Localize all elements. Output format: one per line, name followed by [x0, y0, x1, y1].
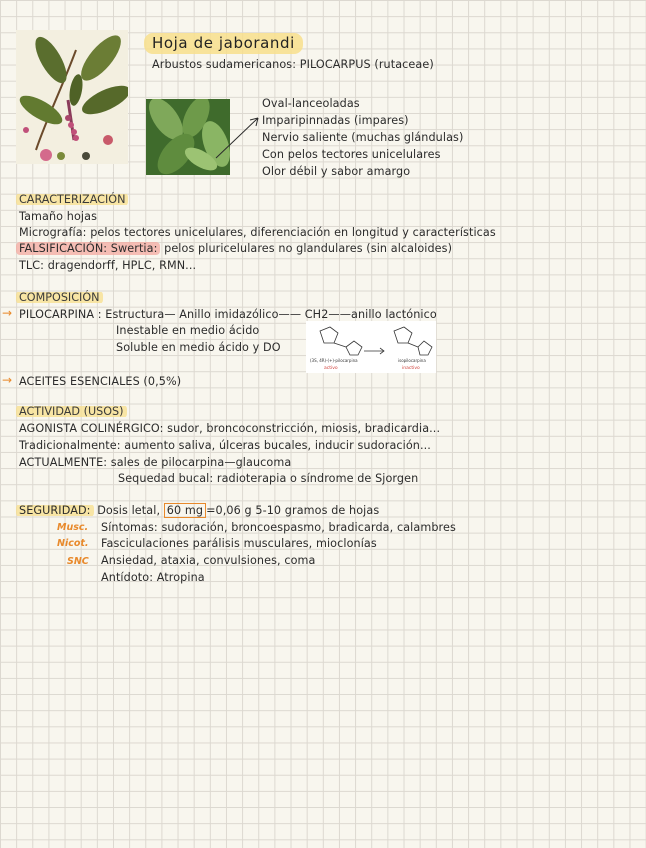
section-heading-composicion: COMPOSICIÓN: [16, 291, 103, 304]
leaf-feature: Imparipinnadas (impares): [262, 114, 409, 127]
actividad-line: Tradicionalmente: aumento saliva, úlceras bucales, inducir sudoración...: [19, 439, 431, 452]
leaf-feature: Nervio saliente (muchas glándulas): [262, 131, 464, 144]
pilocarpine-structure-diagram: [306, 321, 436, 373]
leaf-feature: Oval-lanceoladas: [262, 97, 360, 110]
caracterizacion-line: Micrografía: pelos tectores unicelulares, diferenciación en longitud y características: [19, 226, 496, 239]
arrow-to-features: [214, 112, 264, 162]
symptom-line: Fasciculaciones parálisis musculares, mioclonías: [101, 537, 377, 550]
molecule-right-status: inactivo: [402, 366, 420, 371]
arrow-right-icon: →: [2, 373, 13, 387]
caracterizacion-line: Tamaño hojas: [19, 210, 98, 223]
actividad-line: ACTUALMENTE: sales de pilocarpina—glaucoma: [19, 456, 292, 469]
inestable-line: Inestable en medio ácido: [116, 324, 260, 337]
falsificacion-text: pelos pluricelulares no glandulares (sin alcaloides): [160, 242, 453, 255]
subtitle: Arbustos sudamericanos: PILOCARPUS (rutaceae): [152, 58, 434, 71]
molecule-left-status: activo: [324, 366, 338, 371]
tag-snc: SNC: [67, 556, 89, 567]
page-title: Hoja de jaborandi: [144, 33, 303, 54]
tag-nicot: Nicot.: [57, 538, 89, 549]
falsificacion-line: [16, 242, 452, 256]
leaf-feature: Con pelos tectores unicelulares: [262, 148, 441, 161]
dosis-post: =0,06 g 5-10 gramos de hojas: [206, 504, 380, 517]
plant-illustration: [16, 30, 128, 164]
tlc-line: TLC: dragendorff, HPLC, RMN...: [19, 259, 197, 272]
dosis-pre: Dosis letal,: [93, 504, 164, 517]
soluble-line: Soluble en medio ácido y DO: [116, 341, 281, 354]
seguridad-line: [16, 504, 379, 518]
antidoto-line: Antídoto: Atropina: [101, 571, 205, 584]
section-heading-seguridad: SEGURIDAD:: [16, 504, 94, 517]
section-heading-caracterizacion: CARACTERIZACIÓN: [16, 193, 128, 206]
symptom-line: Ansiedad, ataxia, convulsiones, coma: [101, 554, 316, 567]
arrow-right-icon: →: [2, 306, 13, 320]
falsificacion-label: FALSIFICACIÓN: Swertia:: [16, 242, 160, 255]
molecule-right-label: isopilocarpina: [398, 358, 426, 363]
sequedad-line: Sequedad bucal: radioterapia o síndrome de Sjorgen: [118, 472, 419, 485]
actividad-line: AGONISTA COLINÉRGICO: sudor, broncoconstricción, miosis, bradicardia...: [19, 422, 441, 435]
pilocarpina-line: PILOCARPINA : Estructura— Anillo imidazólico—— CH2——anillo lactónico: [19, 308, 437, 321]
tag-musc: Musc.: [57, 522, 89, 533]
section-heading-actividad: ACTIVIDAD (USOS): [16, 405, 127, 418]
symptom-line: Síntomas: sudoración, broncoespasmo, bradicarda, calambres: [101, 521, 456, 534]
dosis-boxed-value: 60 mg: [164, 503, 206, 518]
aceites-line: ACEITES ESENCIALES (0,5%): [19, 375, 182, 388]
leaf-feature: Olor débil y sabor amargo: [262, 165, 411, 178]
molecule-left-label: (3S, 4R)-(+)-pilocarpina: [310, 358, 358, 363]
